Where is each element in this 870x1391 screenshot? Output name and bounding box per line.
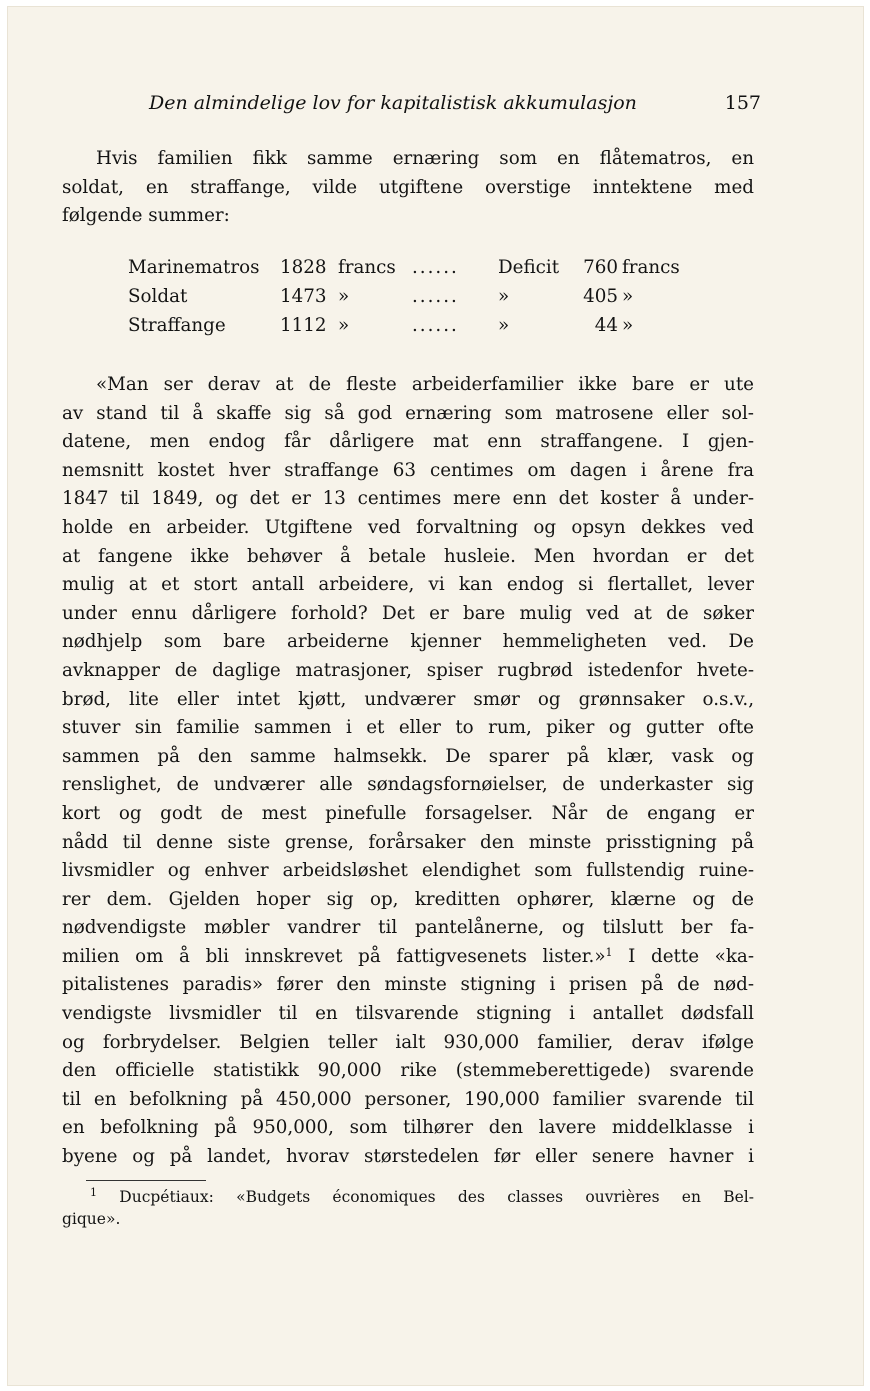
- text-line: og forbrydelser. Belgien teller ialt 930,000 familier, derav ifølge: [62, 1031, 754, 1053]
- row-unit: »: [338, 315, 350, 336]
- text-line-with-footnote: [62, 943, 754, 972]
- deficit-unit: francs: [622, 257, 680, 278]
- row-amount: 1112: [280, 315, 327, 336]
- text-line: kort og godt de mest pinefulle forsagelser. Når de engang er: [62, 802, 754, 824]
- text-line: vendigste livsmidler til en tilsvarende stigning i antallet dødsfall: [62, 1003, 754, 1025]
- text-line: nemsnitt kostet hver straffange 63 centimes om dagen i årene fra: [62, 459, 754, 481]
- text-line: Hvis familien fikk samme ernæring som en flåtematros, en: [96, 148, 754, 169]
- footnote-text: Ducpétiaux: «Budgets économiques des classes ouvrières en Bel-: [119, 1188, 754, 1206]
- row-amount: 1473: [280, 286, 327, 307]
- text-line: sammen på den samme halmsekk. De sparer på klær, vask og: [62, 745, 754, 767]
- running-title: Den almindelige lov for kapitalistisk akkumulasjon: [149, 92, 637, 114]
- text-line: at fangene ikke behøver å betale husleie. Men hvordan er det: [62, 545, 754, 567]
- text-line: av stand til å skaffe sig så god ernæring som matrosene eller sol-: [62, 402, 754, 424]
- text-line: en befolkning på 950,000, som tilhører den lavere middelklasse i: [62, 1117, 754, 1139]
- quote-end-text: milien om å bli innskrevet på fattigvesenets lister.»: [62, 945, 606, 967]
- text-line: 1847 til 1849, og det er 13 centimes mere enn det koster å under-: [62, 488, 754, 510]
- deficit-value: 405: [583, 286, 618, 307]
- row-unit: francs: [338, 257, 396, 278]
- footnote-divider: [86, 1180, 206, 1181]
- table-row: [128, 315, 728, 344]
- text-line: soldat, en straffange, vilde utgiftene overstige inntektene med: [62, 176, 754, 198]
- text-line: nødvendigste møbler vandrer til pantelånerne, og tilslutt ber fa-: [62, 917, 754, 939]
- text-line: til en befolkning på 450,000 personer, 190,000 familier svarende til: [62, 1088, 754, 1110]
- table-row: [128, 286, 728, 315]
- deficit-label: Deficit: [498, 257, 560, 278]
- text-line: følgende summer:: [62, 205, 230, 227]
- footnote: [62, 1186, 754, 1230]
- table-row: [128, 257, 728, 286]
- footnote-marker: 1: [90, 1186, 97, 1199]
- text-line: pitalistenes paradis» fører den minste stigning i prisen på de nød-: [62, 974, 754, 996]
- row-label: Straffange: [128, 315, 226, 336]
- deficit-label: »: [498, 286, 510, 307]
- row-amount: 1828: [280, 257, 327, 278]
- text-line: avknapper de daglige matrasjoner, spiser rugbrød istedenfor hvete-: [62, 659, 754, 681]
- intro-paragraph: [62, 145, 754, 231]
- text-line: datene, men endog får dårligere mat enn straffangene. I gjen-: [62, 431, 754, 453]
- footnote-line: [62, 1186, 754, 1208]
- text-line: nådd til denne siste grense, forårsaker den minste prisstigning på: [62, 831, 754, 853]
- sentence-start: I dette «ka-: [628, 945, 754, 967]
- running-header: [149, 92, 761, 122]
- text-line: under ennu dårligere forhold? Det er bare mulig ved at de søker: [62, 602, 754, 624]
- row-label: Marinematros: [128, 257, 260, 278]
- deficit-label: »: [498, 315, 510, 336]
- deficit-unit: »: [622, 315, 634, 336]
- deficit-value: 44: [594, 315, 618, 336]
- text-line: den officielle statistikk 90,000 rike (stemmeberettigede) svarende: [62, 1060, 754, 1082]
- deficit-value: 760: [583, 257, 618, 278]
- row-unit: »: [338, 286, 350, 307]
- text-line: byene og på landet, hvorav størstedelen før eller senere havner i: [62, 1146, 754, 1168]
- text-line: stuver sin familie sammen i et eller to rum, piker og gutter ofte: [62, 717, 754, 739]
- leader-dots: ......: [412, 315, 459, 336]
- leader-dots: ......: [412, 257, 459, 278]
- leader-dots: ......: [412, 286, 459, 307]
- text-line: livsmidler og enhver arbeidsløshet elendighet som fullstendig ruine-: [62, 860, 754, 882]
- row-label: Soldat: [128, 286, 188, 307]
- text-line: holde en arbeider. Utgiftene ved forvaltning og opsyn dekkes ved: [62, 516, 754, 538]
- deficit-unit: »: [622, 286, 634, 307]
- text-line: brød, lite eller intet kjøtt, undværer smør og grønnsaker o.s.v.,: [62, 688, 754, 710]
- page-number: 157: [724, 92, 761, 114]
- text-line: renslighet, de undværer alle søndagsfornøielser, de underkaster sig: [62, 774, 754, 796]
- quote-paragraph: [62, 371, 754, 1172]
- text-line: nødhjelp som bare arbeiderne kjenner hemmeligheten ved. De: [62, 631, 754, 653]
- text-line: «Man ser derav at de fleste arbeiderfamilier ikke bare er ute: [96, 374, 754, 395]
- text-line: mulig at et stort antall arbeidere, vi kan endog si flertallet, lever: [62, 574, 754, 596]
- footnote-reference[interactable]: 1: [605, 945, 613, 959]
- deficit-table: [128, 257, 728, 344]
- text-line: rer dem. Gjelden hoper sig op, kreditten ophører, klærne og de: [62, 888, 754, 910]
- footnote-line: gique».: [62, 1210, 121, 1228]
